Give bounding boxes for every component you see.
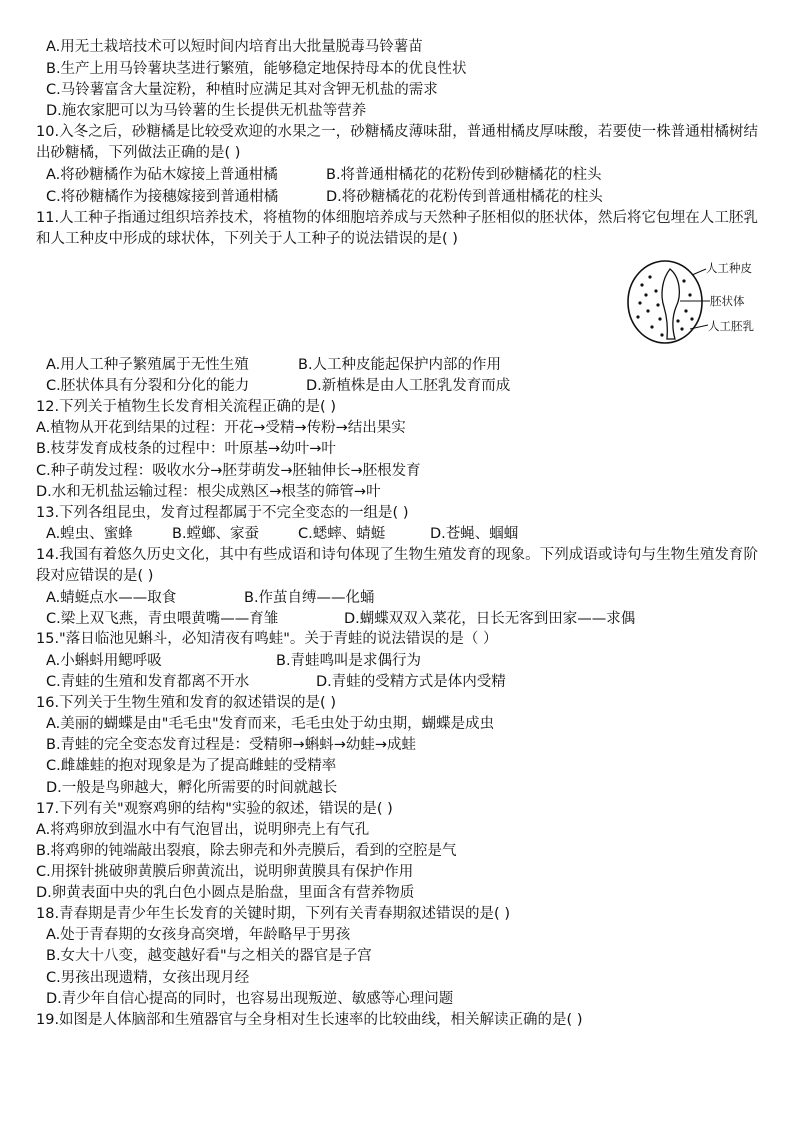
q17-option-c: C.用探针挑破卵黄膜后卵黄流出，说明卵黄膜具有保护作用 (36, 864, 414, 880)
q16-stem: 16.下列关于生物生殖和发育的叙述错误的是( ) (36, 695, 336, 711)
q14-stem: 14.我国有着悠久历史文化，其中有些成语和诗句体现了生物生殖发育的现象。下列成语或诗句与生物生殖发育阶段对应错误的是( ) (36, 547, 758, 584)
q18-option-a: A.处于青春期的女孩身高突增，年龄略早于男孩 (46, 927, 351, 943)
q16-option-a: A.美丽的蝴蝶是由"毛毛虫"发育而来，毛毛虫处于幼虫期，蝴蝶是成虫 (46, 716, 495, 732)
q11-option-b: B.人工种皮能起保护内部的作用 (298, 357, 502, 373)
q17-option-b: B.将鸡卵的钝端敲出裂痕，除去卵壳和外壳膜后，看到的空腔是气 (36, 843, 457, 859)
q9-option-a: A.用无土栽培技术可以短时间内培育出大批量脱毒马铃薯苗 (46, 39, 423, 55)
q10-option-a: A.将砂糖橘作为砧木嫁接上普通柑橘 (46, 167, 278, 183)
q11-option-c: C.胚状体具有分裂和分化的能力 (46, 378, 250, 394)
q11-option-d: D.新植株是由人工胚乳发育而成 (306, 378, 511, 394)
q12-option-a: A.植物从开花到结果的过程：开花→受精→传粉→结出果实 (36, 420, 406, 436)
q9-option-d: D.施农家肥可以为马铃薯的生长提供无机盐等营养 (46, 103, 367, 119)
q14-option-a: A.蜻蜓点水——取食 (46, 590, 177, 606)
q15-option-a: A.小蝌蚪用鳃呼吸 (46, 653, 162, 669)
q18-option-c: C.男孩出现遗精，女孩出现月经 (46, 970, 250, 986)
q12-option-b: B.枝芽发育成枝条的过程中：叶原基→幼叶→叶 (36, 441, 336, 457)
q16-option-b: B.青蛙的完全变态发育过程是：受精卵→蝌蚪→幼蛙→成蛙 (46, 737, 417, 753)
q14-option-c: C.梁上双飞燕，青虫喂黄嘴——育雏 (46, 611, 279, 627)
q15-stem: 15."落日临池见蝌斗，必知清夜有鸣蛙"。关于青蛙的说法错误的是（ ） (36, 631, 498, 647)
q12-stem: 12.下列关于植物生长发育相关流程正确的是( ) (36, 399, 336, 415)
q16-option-c: C.雌雄蛙的抱对现象是为了提高雌蛙的受精率 (46, 758, 337, 774)
q11-stem: 11.人工种子指通过组织培养技术，将植物的体细胞培养成与天然种子胚相似的胚状体，然后将它包埋在人工胚乳和人工种皮中形成的球状体，下列关于人工种子的说法错误的是( ) (36, 210, 758, 247)
q13-option-a: A.蝗虫、蜜蜂 (46, 526, 133, 542)
q17-option-d: D.卵黄表面中央的乳白色小圆点是胎盘，里面含有营养物质 (36, 885, 415, 901)
q17-option-a: A.将鸡卵放到温水中有气泡冒出，说明卵壳上有气孔 (36, 822, 370, 838)
label-artificial-endosperm: 人工胚乳 (708, 319, 754, 333)
q19-stem: 19.如图是人体脑部和生殖器官与全身相对生长速率的比较曲线，相关解读正确的是( ) (36, 1012, 583, 1028)
q18-option-d: D.青少年自信心提高的同时，也容易出现叛逆、敏感等心理问题 (46, 991, 454, 1007)
q14-option-b: B.作茧自缚——化蛹 (244, 590, 375, 606)
q10-stem: 10.入冬之后，砂糖橘是比较受欢迎的水果之一，砂糖橘皮薄味甜，普通柑橘皮厚味酸，若要使一株普通柑橘树结出砂糖橘，下列做法正确的是( ) (36, 124, 758, 161)
label-artificial-seed-coat: 人工种皮 (706, 261, 752, 275)
q11-option-a: A.用人工种子繁殖属于无性生殖 (46, 357, 249, 373)
artificial-seed-diagram (620, 255, 760, 355)
q15-option-c: C.青蛙的生殖和发育都离不开水 (46, 674, 250, 690)
q10-option-d: D.将砂糖橘花的花粉传到普通柑橘花的柱头 (326, 189, 603, 205)
q17-stem: 17.下列有关"观察鸡卵的结构"实验的叙述，错误的是( ) (36, 801, 393, 817)
q15-option-d: D.青蛙的受精方式是体内受精 (316, 674, 506, 690)
q13-stem: 13.下列各组昆虫，发育过程都属于不完全变态的一组是( ) (36, 505, 409, 521)
q13-option-d: D.苍蝇、蝈蝈 (430, 526, 519, 542)
q9-option-b: B.生产上用马铃薯块茎进行繁殖，能够稳定地保持母本的优良性状 (46, 61, 467, 77)
q10-option-b: B.将普通柑橘花的花粉传到砂糖橘花的柱头 (326, 167, 602, 183)
label-embryoid: 胚状体 (710, 294, 745, 308)
q14-option-d: D.蝴蝶双双入菜花，日长无客到田家——求偶 (344, 611, 636, 627)
q12-option-c: C.种子萌发过程：吸收水分→胚芽萌发→胚轴伸长→胚根发育 (36, 463, 421, 479)
q16-option-d: D.一般是鸟卵越大，孵化所需要的时间就越长 (46, 780, 338, 796)
q10-option-c: C.将砂糖橘作为接穗嫁接到普通柑橘 (46, 189, 279, 205)
q12-option-d: D.水和无机盐运输过程：根尖成熟区→根茎的筛管→叶 (36, 484, 381, 500)
q13-option-c: C.蟋蟀、蜻蜓 (298, 526, 386, 542)
q15-option-b: B.青蛙鸣叫是求偶行为 (276, 653, 422, 669)
q18-stem: 18.青春期是青少年生长发育的关键时期，下列有关青春期叙述错误的是( ) (36, 906, 510, 922)
q9-option-c: C.马铃薯富含大量淀粉，种植时应满足其对含钾无机盐的需求 (46, 82, 438, 98)
q13-option-b: B.螳螂、家蚕 (172, 526, 260, 542)
q18-option-b: B.女大十八变，越变越好看"与之相关的器官是子宫 (46, 948, 372, 964)
